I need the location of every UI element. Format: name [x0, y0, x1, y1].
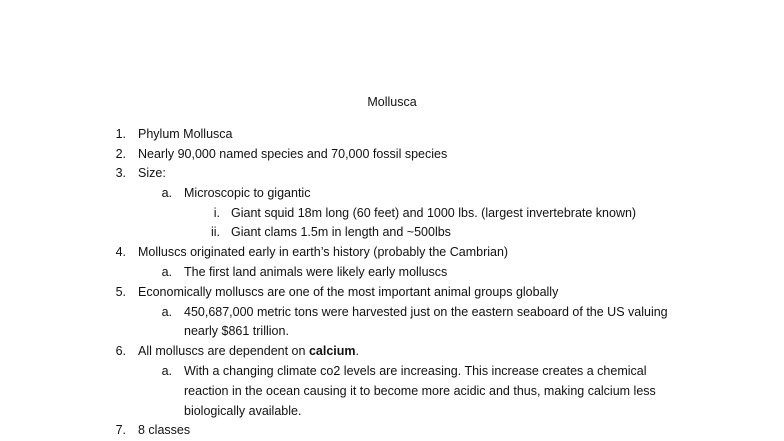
- list-item: Economically molluscs are one of the most important animal groups globally: [138, 285, 559, 299]
- list-marker: 3.: [115, 166, 126, 180]
- emphasis-calcium: calcium: [308, 344, 356, 358]
- list-item: Phylum Mollusca: [138, 127, 233, 141]
- list-marker: 4.: [115, 245, 126, 259]
- list-item: Giant squid 18m long (60 feet) and 1000 lbs. (largest invertebrate known): [231, 206, 637, 220]
- list-item: Nearly 90,000 named species and 70,000 fossil species: [138, 147, 448, 161]
- list-marker: a.: [161, 265, 172, 279]
- list-item: Microscopic to gigantic: [184, 186, 311, 200]
- list-item-continuation: reaction in the ocean causing it to become more acidic and thus, making calcium less: [184, 384, 656, 398]
- list-item: The first land animals were likely early molluscs: [184, 265, 448, 279]
- list-item: 450,687,000 metric tons were harvested just on the eastern seaboard of the US valuing: [184, 305, 668, 319]
- list-item: With a changing climate co2 levels are increasing. This increase creates a chemical: [184, 364, 647, 378]
- list-marker: 1.: [115, 127, 126, 141]
- list-item: Molluscs originated early in earth’s history (probably the Cambrian): [138, 245, 509, 259]
- list-item: Giant clams 1.5m in length and ~500lbs: [231, 225, 451, 239]
- list-marker: 2.: [115, 147, 126, 161]
- list-marker: i.: [213, 206, 220, 220]
- list-marker: a.: [161, 364, 172, 378]
- list-marker: ii.: [210, 225, 220, 239]
- list-marker: 6.: [115, 344, 126, 358]
- list-item: 8 classes: [138, 423, 191, 437]
- list-marker: 7.: [115, 423, 126, 437]
- list-item-continuation: biologically available.: [184, 404, 302, 418]
- list-item: [138, 342, 359, 360]
- list-item-continuation: nearly $861 trillion.: [184, 324, 289, 338]
- list-marker: a.: [161, 186, 172, 200]
- list-item: Size:: [138, 166, 166, 180]
- page-title: Mollusca: [367, 95, 417, 109]
- list-item-text: All molluscs are dependent on: [138, 344, 309, 358]
- list-marker: 5.: [115, 285, 126, 299]
- list-marker: a.: [161, 305, 172, 319]
- list-item-suffix: .: [355, 344, 359, 358]
